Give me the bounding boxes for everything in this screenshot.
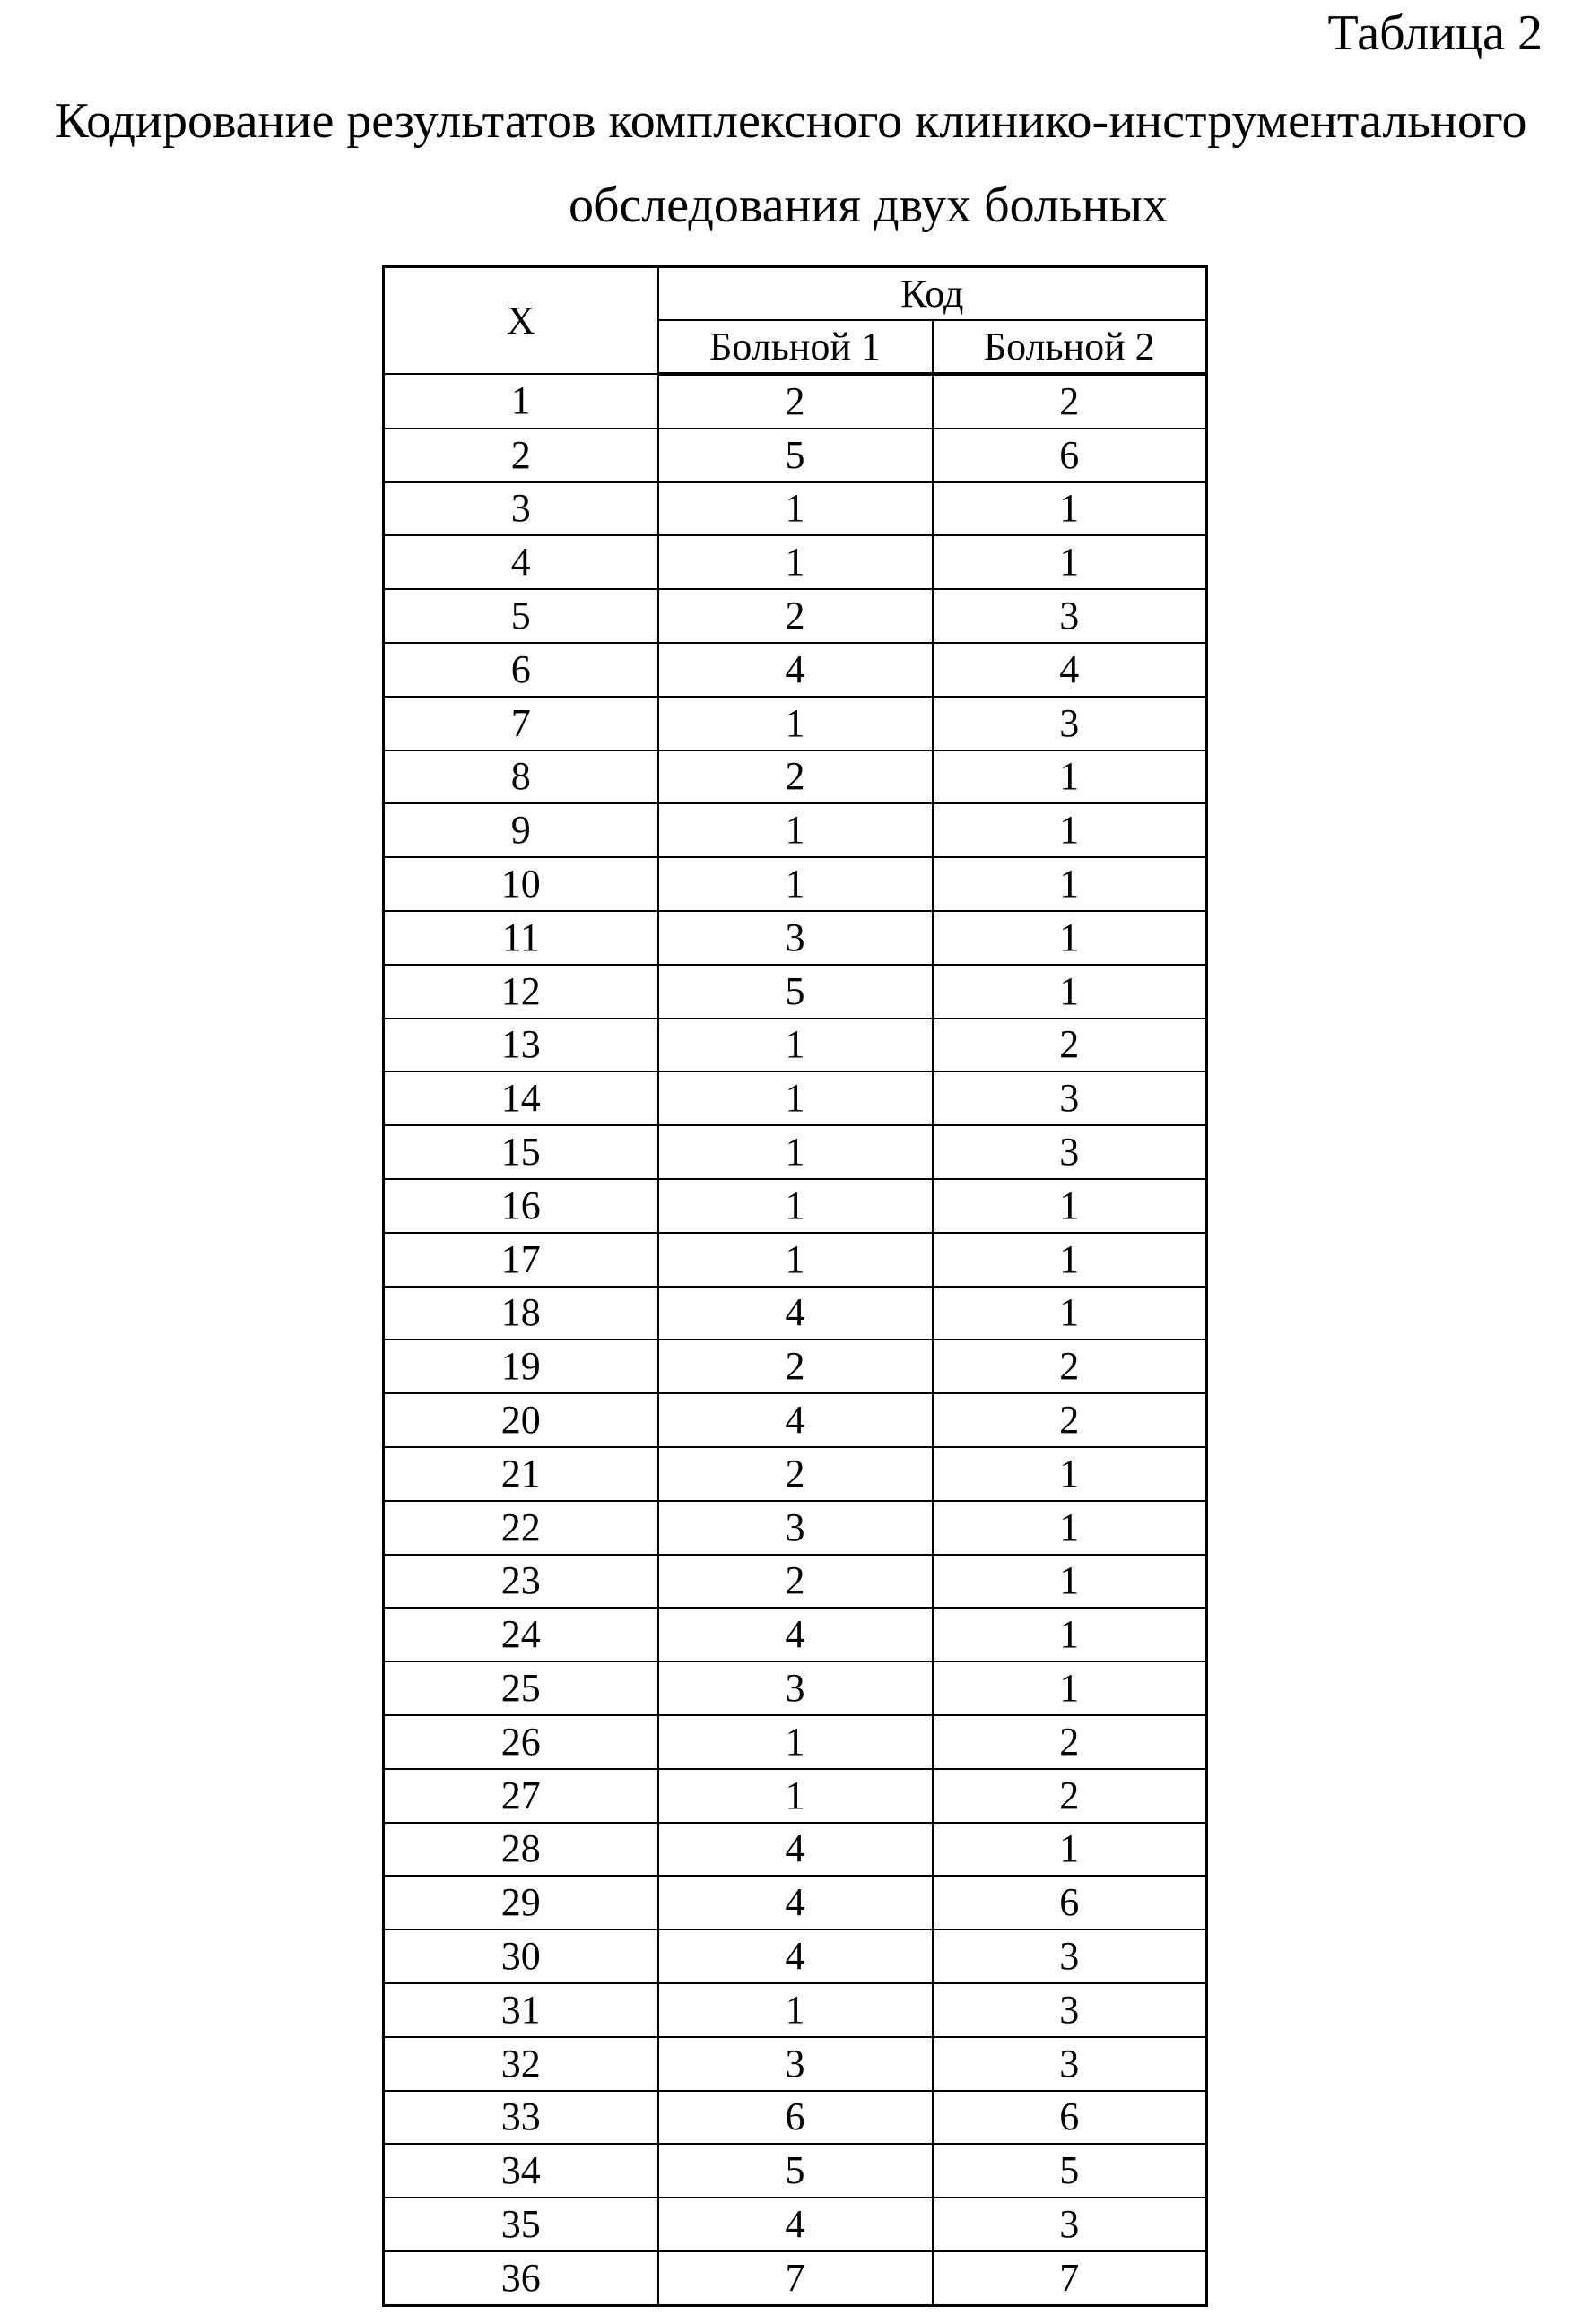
header-patient-1: Больной 1 [658, 320, 933, 374]
cell-patient-1: 1 [658, 857, 933, 911]
cell-x: 3 [384, 482, 658, 536]
cell-x: 35 [384, 2198, 658, 2251]
cell-patient-1: 2 [658, 1340, 933, 1393]
cell-patient-2: 7 [933, 2251, 1207, 2305]
cell-patient-2: 3 [933, 1125, 1207, 1179]
table-row [384, 1661, 1207, 1715]
cell-patient-2: 5 [933, 2144, 1207, 2198]
header-patient-2: Больной 2 [933, 320, 1207, 374]
cell-patient-1: 4 [658, 1929, 933, 1983]
table-title-line-2: обследования двух больных [77, 174, 1582, 237]
cell-x: 1 [384, 374, 658, 429]
table-title-line-1: Кодирование результатов комплексного клинико-инструментального [0, 90, 1582, 152]
table-row [384, 2144, 1207, 2198]
cell-patient-1: 3 [658, 911, 933, 965]
table-row [384, 1019, 1207, 1072]
cell-patient-1: 3 [658, 2037, 933, 2091]
cell-patient-1: 2 [658, 374, 933, 429]
cell-patient-2: 1 [933, 1287, 1207, 1340]
table-row [384, 1071, 1207, 1125]
cell-x: 26 [384, 1715, 658, 1769]
cell-patient-2: 3 [933, 697, 1207, 750]
table-row [384, 374, 1207, 429]
cell-patient-1: 4 [658, 1876, 933, 1929]
cell-x: 28 [384, 1823, 658, 1877]
cell-patient-2: 2 [933, 1393, 1207, 1447]
cell-patient-1: 7 [658, 2251, 933, 2305]
cell-patient-2: 6 [933, 1876, 1207, 1929]
cell-patient-2: 1 [933, 1501, 1207, 1555]
cell-x: 24 [384, 1608, 658, 1661]
cell-patient-2: 3 [933, 589, 1207, 643]
table-row [384, 803, 1207, 857]
table-row [384, 643, 1207, 697]
table-row [384, 1929, 1207, 1983]
header-x: X [384, 267, 658, 375]
cell-x: 32 [384, 2037, 658, 2091]
table-row [384, 1715, 1207, 1769]
cell-patient-2: 6 [933, 2091, 1207, 2145]
cell-patient-2: 1 [933, 1608, 1207, 1661]
table-row [384, 1983, 1207, 2037]
cell-x: 23 [384, 1555, 658, 1609]
cell-patient-1: 1 [658, 1019, 933, 1072]
cell-patient-2: 2 [933, 1340, 1207, 1393]
cell-patient-2: 1 [933, 965, 1207, 1019]
cell-patient-2: 4 [933, 643, 1207, 697]
cell-patient-2: 1 [933, 857, 1207, 911]
table-row [384, 1287, 1207, 1340]
cell-patient-1: 2 [658, 1555, 933, 1609]
table-row [384, 1876, 1207, 1929]
cell-patient-1: 3 [658, 1661, 933, 1715]
cell-patient-2: 1 [933, 1823, 1207, 1877]
cell-patient-2: 3 [933, 1071, 1207, 1125]
table-row [384, 750, 1207, 804]
cell-x: 9 [384, 803, 658, 857]
cell-patient-2: 1 [933, 1447, 1207, 1501]
table-row [384, 697, 1207, 750]
table-row [384, 1233, 1207, 1287]
cell-patient-1: 1 [658, 1233, 933, 1287]
cell-patient-1: 1 [658, 1125, 933, 1179]
cell-x: 7 [384, 697, 658, 750]
table-row [384, 1447, 1207, 1501]
cell-x: 10 [384, 857, 658, 911]
cell-patient-2: 3 [933, 2037, 1207, 2091]
cell-x: 13 [384, 1019, 658, 1072]
cell-x: 31 [384, 1983, 658, 2037]
cell-patient-2: 1 [933, 482, 1207, 536]
cell-patient-1: 3 [658, 1501, 933, 1555]
table-row [384, 1555, 1207, 1609]
cell-patient-2: 1 [933, 535, 1207, 589]
cell-patient-1: 4 [658, 1393, 933, 1447]
cell-x: 6 [384, 643, 658, 697]
cell-x: 2 [384, 429, 658, 482]
cell-patient-2: 1 [933, 1661, 1207, 1715]
cell-x: 17 [384, 1233, 658, 1287]
table-row [384, 2251, 1207, 2305]
table-row [384, 965, 1207, 1019]
table-row [384, 535, 1207, 589]
cell-x: 34 [384, 2144, 658, 2198]
cell-x: 8 [384, 750, 658, 804]
cell-x: 21 [384, 1447, 658, 1501]
table-label: Таблица 2 [1327, 2, 1543, 65]
cell-patient-1: 5 [658, 2144, 933, 2198]
cell-patient-1: 1 [658, 1071, 933, 1125]
table-row [384, 1125, 1207, 1179]
cell-x: 27 [384, 1769, 658, 1823]
cell-patient-1: 1 [658, 1179, 933, 1233]
cell-x: 30 [384, 1929, 658, 1983]
table-row [384, 1823, 1207, 1877]
table-row [384, 1393, 1207, 1447]
cell-x: 4 [384, 535, 658, 589]
cell-x: 5 [384, 589, 658, 643]
table-row [384, 2037, 1207, 2091]
cell-patient-1: 1 [658, 803, 933, 857]
cell-patient-2: 6 [933, 429, 1207, 482]
cell-x: 29 [384, 1876, 658, 1929]
cell-patient-1: 2 [658, 1447, 933, 1501]
cell-patient-2: 1 [933, 1555, 1207, 1609]
cell-patient-2: 3 [933, 1929, 1207, 1983]
coding-table [382, 265, 1208, 2307]
cell-patient-1: 1 [658, 1715, 933, 1769]
cell-patient-1: 4 [658, 643, 933, 697]
cell-patient-2: 2 [933, 1769, 1207, 1823]
table-row [384, 1340, 1207, 1393]
cell-patient-1: 2 [658, 589, 933, 643]
cell-patient-1: 4 [658, 1823, 933, 1877]
table-row [384, 1608, 1207, 1661]
cell-patient-2: 1 [933, 1233, 1207, 1287]
cell-patient-2: 3 [933, 2198, 1207, 2251]
cell-patient-1: 1 [658, 535, 933, 589]
cell-patient-1: 4 [658, 2198, 933, 2251]
table-body [384, 374, 1207, 2305]
cell-patient-1: 1 [658, 482, 933, 536]
cell-patient-1: 5 [658, 429, 933, 482]
table-row [384, 1769, 1207, 1823]
cell-x: 19 [384, 1340, 658, 1393]
cell-patient-2: 1 [933, 803, 1207, 857]
header-code: Код [658, 267, 1207, 321]
cell-x: 14 [384, 1071, 658, 1125]
table-row [384, 2091, 1207, 2145]
table-row [384, 1179, 1207, 1233]
cell-x: 22 [384, 1501, 658, 1555]
cell-x: 33 [384, 2091, 658, 2145]
table-row [384, 429, 1207, 482]
cell-patient-2: 2 [933, 374, 1207, 429]
cell-x: 36 [384, 2251, 658, 2305]
cell-patient-1: 2 [658, 750, 933, 804]
cell-patient-2: 1 [933, 750, 1207, 804]
cell-x: 15 [384, 1125, 658, 1179]
cell-x: 11 [384, 911, 658, 965]
cell-patient-1: 1 [658, 1983, 933, 2037]
cell-patient-1: 6 [658, 2091, 933, 2145]
cell-x: 16 [384, 1179, 658, 1233]
cell-patient-2: 2 [933, 1019, 1207, 1072]
cell-x: 25 [384, 1661, 658, 1715]
cell-patient-1: 1 [658, 697, 933, 750]
table-row [384, 482, 1207, 536]
cell-patient-1: 1 [658, 1769, 933, 1823]
table-row [384, 857, 1207, 911]
table-header [384, 267, 1207, 375]
cell-x: 20 [384, 1393, 658, 1447]
table-row [384, 589, 1207, 643]
cell-patient-2: 1 [933, 1179, 1207, 1233]
table-row [384, 1501, 1207, 1555]
table-row [384, 911, 1207, 965]
cell-patient-1: 4 [658, 1287, 933, 1340]
table-row [384, 2198, 1207, 2251]
cell-patient-2: 1 [933, 911, 1207, 965]
cell-x: 12 [384, 965, 658, 1019]
cell-patient-2: 2 [933, 1715, 1207, 1769]
cell-x: 18 [384, 1287, 658, 1340]
cell-patient-1: 5 [658, 965, 933, 1019]
cell-patient-2: 3 [933, 1983, 1207, 2037]
cell-patient-1: 4 [658, 1608, 933, 1661]
